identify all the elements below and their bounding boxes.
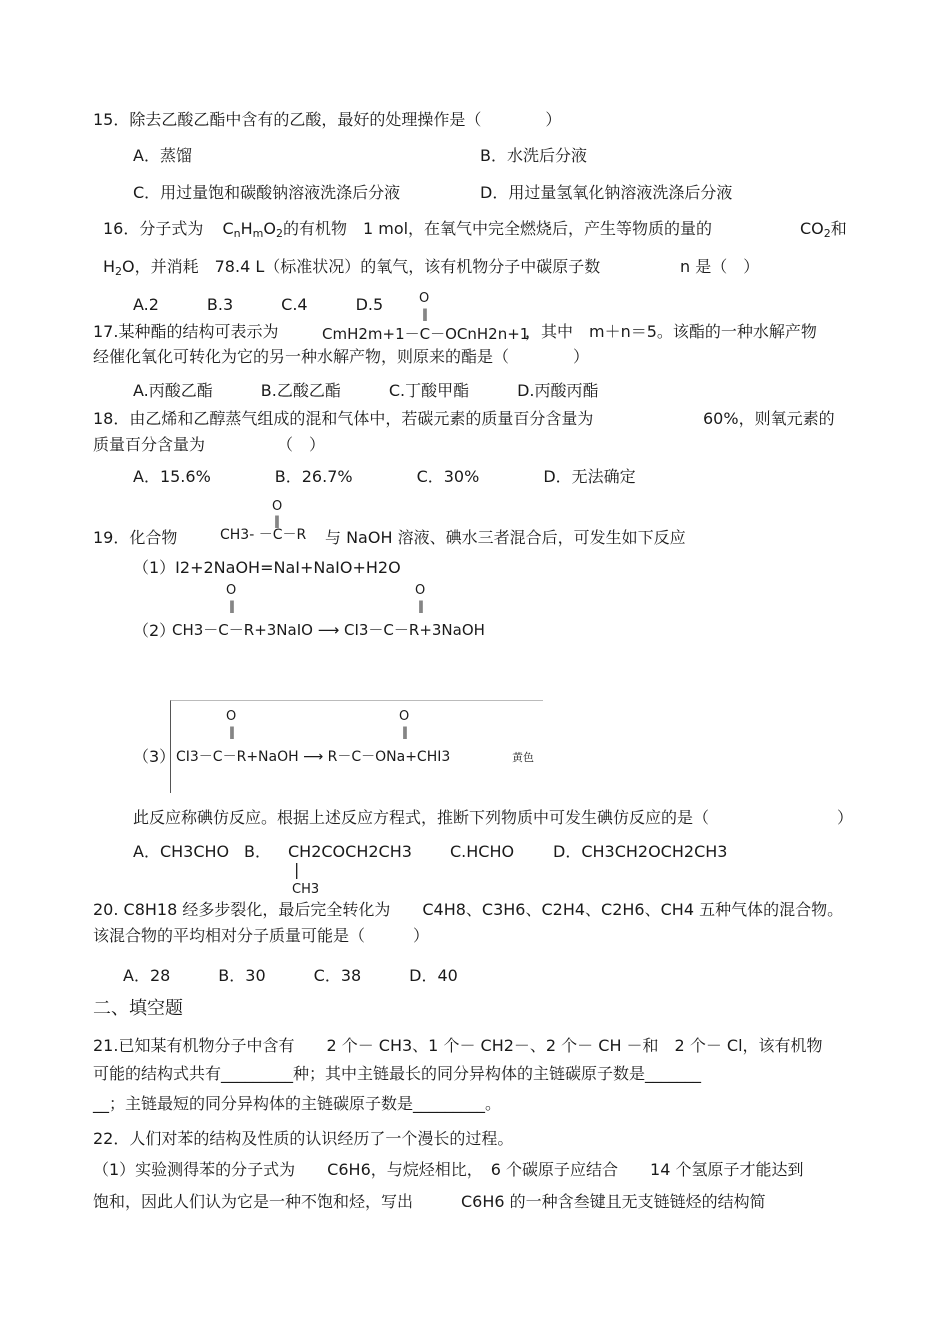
- q18-line2: 质量百分含量为 （ ）: [93, 435, 326, 454]
- q18-line1-end: 60%，则氧元素的: [703, 409, 835, 428]
- svg-text:‖: ‖: [229, 599, 235, 613]
- q21-line3: __；主链最短的同分异构体的主链碳原子数是_________。: [93, 1094, 502, 1113]
- q19-reaction-3-structure: [172, 704, 542, 774]
- q17-ester-formula: CmH2m+1－C－OCnH2n+1: [322, 325, 530, 343]
- q19-reaction-1: （1）I2+2NaOH=NaI+NaIO+H2O: [133, 558, 401, 577]
- q15-option-c: C．用过量饱和碳酸钠溶液洗涤后分液: [133, 183, 401, 202]
- q19-option-b-formula: CH2COCH2CH3: [288, 842, 412, 861]
- q16-line1: [103, 219, 712, 244]
- q19-double-bond: ‖: [274, 514, 280, 528]
- q19-reaction-3-equation: CI3－C－R+NaOH ⟶ R－C－ONa+CHI3: [176, 749, 451, 765]
- q19-option-d: D．CH3CH2OCH2CH3: [553, 842, 728, 861]
- q18-line1: 18．由乙烯和乙醇蒸气组成的混和气体中，若碳元素的质量百分含量为: [93, 409, 594, 428]
- q19-reaction-2-label: （2）: [133, 621, 176, 640]
- svg-text:O: O: [399, 709, 410, 724]
- q20-line1: 20. C8H18 经多步裂化，最后完全转化为 C4H8、C3H6、C2H4、C2H6、CH4 五种气体的混合物。: [93, 900, 844, 919]
- q19-number: 19．化合物: [93, 528, 178, 547]
- svg-text:O: O: [226, 583, 237, 598]
- q17-line2: 经催化氧化可转化为它的另一种水解产物，则原来的酯是（ ）: [93, 347, 590, 366]
- q19-option-b-branch: CH3: [292, 882, 320, 897]
- q19-carbonyl-o: O: [272, 499, 283, 514]
- q15-option-a: A．蒸馏: [133, 146, 192, 165]
- q17-options: A.丙酸乙酯 B.乙酸乙酯 C.丁酸甲酯 D.丙酸丙酯: [133, 381, 599, 400]
- q16-line2-end: n 是（ ）: [680, 257, 760, 276]
- q17-double-bond: ‖: [422, 307, 428, 321]
- q19-option-b-label: B．: [244, 842, 271, 861]
- q19-compound: CH3- －C－R: [220, 527, 307, 543]
- svg-text:O: O: [415, 583, 426, 598]
- svg-text:O: O: [226, 709, 237, 724]
- q19-reaction-2-structure: [168, 578, 538, 648]
- q16-co2: $CO_2$和: [800, 219, 847, 240]
- q19-option-b-bond: |: [294, 860, 300, 879]
- q17-stem-end: ，其中 m＋n＝5。该酯的一种水解产物: [525, 322, 817, 341]
- section-heading: 二、填空题: [93, 998, 183, 1019]
- q19-option-c: C.HCHO: [450, 842, 515, 861]
- q19-reaction-2-equation: CH3－C－R+3NaIO ⟶ CI3－C－R+3NaOH: [172, 621, 485, 639]
- q18-options: A．15.6% B．26.7% C．30% D．无法确定: [133, 467, 636, 486]
- svg-text:黄色: 黄色: [512, 751, 534, 764]
- q22-line3: 饱和，因此人们认为它是一种不饱和烃，写出 C6H6 的一种含叁键且无支链链烃的结构简: [93, 1192, 766, 1211]
- q16-mid: 的有机物 1 mol，在氧气中完全燃烧后，产生等物质的量的: [282, 219, 713, 238]
- q16-line2: $H_2O$，并消耗 78.4 L（标准状况）的氧气，该有机物分子中碳原子数: [103, 257, 601, 278]
- q17-carbonyl-o: O: [419, 291, 430, 306]
- q20-line2: 该混合物的平均相对分子质量可能是（ ）: [93, 926, 430, 945]
- q19-reaction-3-label: （3）: [133, 747, 176, 766]
- q22-line1: 22．人们对苯的结构及性质的认识经历了一个漫长的过程。: [93, 1129, 514, 1148]
- q21-line2: 可能的结构式共有_________种；其中主链最长的同分异构体的主链碳原子数是_______: [93, 1064, 702, 1083]
- svg-text:‖: ‖: [402, 725, 408, 739]
- q15-option-b: B．水洗后分液: [480, 146, 587, 165]
- q20-options: A．28 B．30 C．38 D．40: [123, 966, 458, 985]
- q19-stem-end: 与 NaOH 溶液、碘水三者混合后，可发生如下反应: [325, 528, 686, 547]
- q19-option-a: A．CH3CHO: [133, 842, 230, 861]
- q21-line1: 21.已知某有机物分子中含有 2 个－ CH3、1 个－ CH2－、2 个－ CH －和 2 个－ Cl，该有机物: [93, 1036, 823, 1055]
- q19-conclusion: 此反应称碘仿反应。根据上述反应方程式，推断下列物质中可发生碘仿反应的是（ ）: [133, 808, 854, 827]
- svg-text:‖: ‖: [418, 599, 424, 613]
- q22-line2: （1）实验测得苯的分子式为 C6H6，与烷烃相比， 6 个碳原子应结合 14 个氢原子才能达到: [93, 1160, 804, 1179]
- svg-text:‖: ‖: [229, 725, 235, 739]
- q16-formula: $C_nH_mO_2$: [222, 219, 283, 240]
- q15-option-d: D．用过量氢氧化钠溶液洗涤后分液: [480, 183, 733, 202]
- q15-stem: 15．除去乙酸乙酯中含有的乙酸，最好的处理操作是（ ）: [93, 110, 562, 129]
- q17-stem-start: 17.某种酯的结构可表示为: [93, 322, 279, 341]
- q16-number: 16．分子式为: [103, 219, 204, 238]
- q16-options: A.2 B.3 C.4 D.5: [133, 295, 384, 314]
